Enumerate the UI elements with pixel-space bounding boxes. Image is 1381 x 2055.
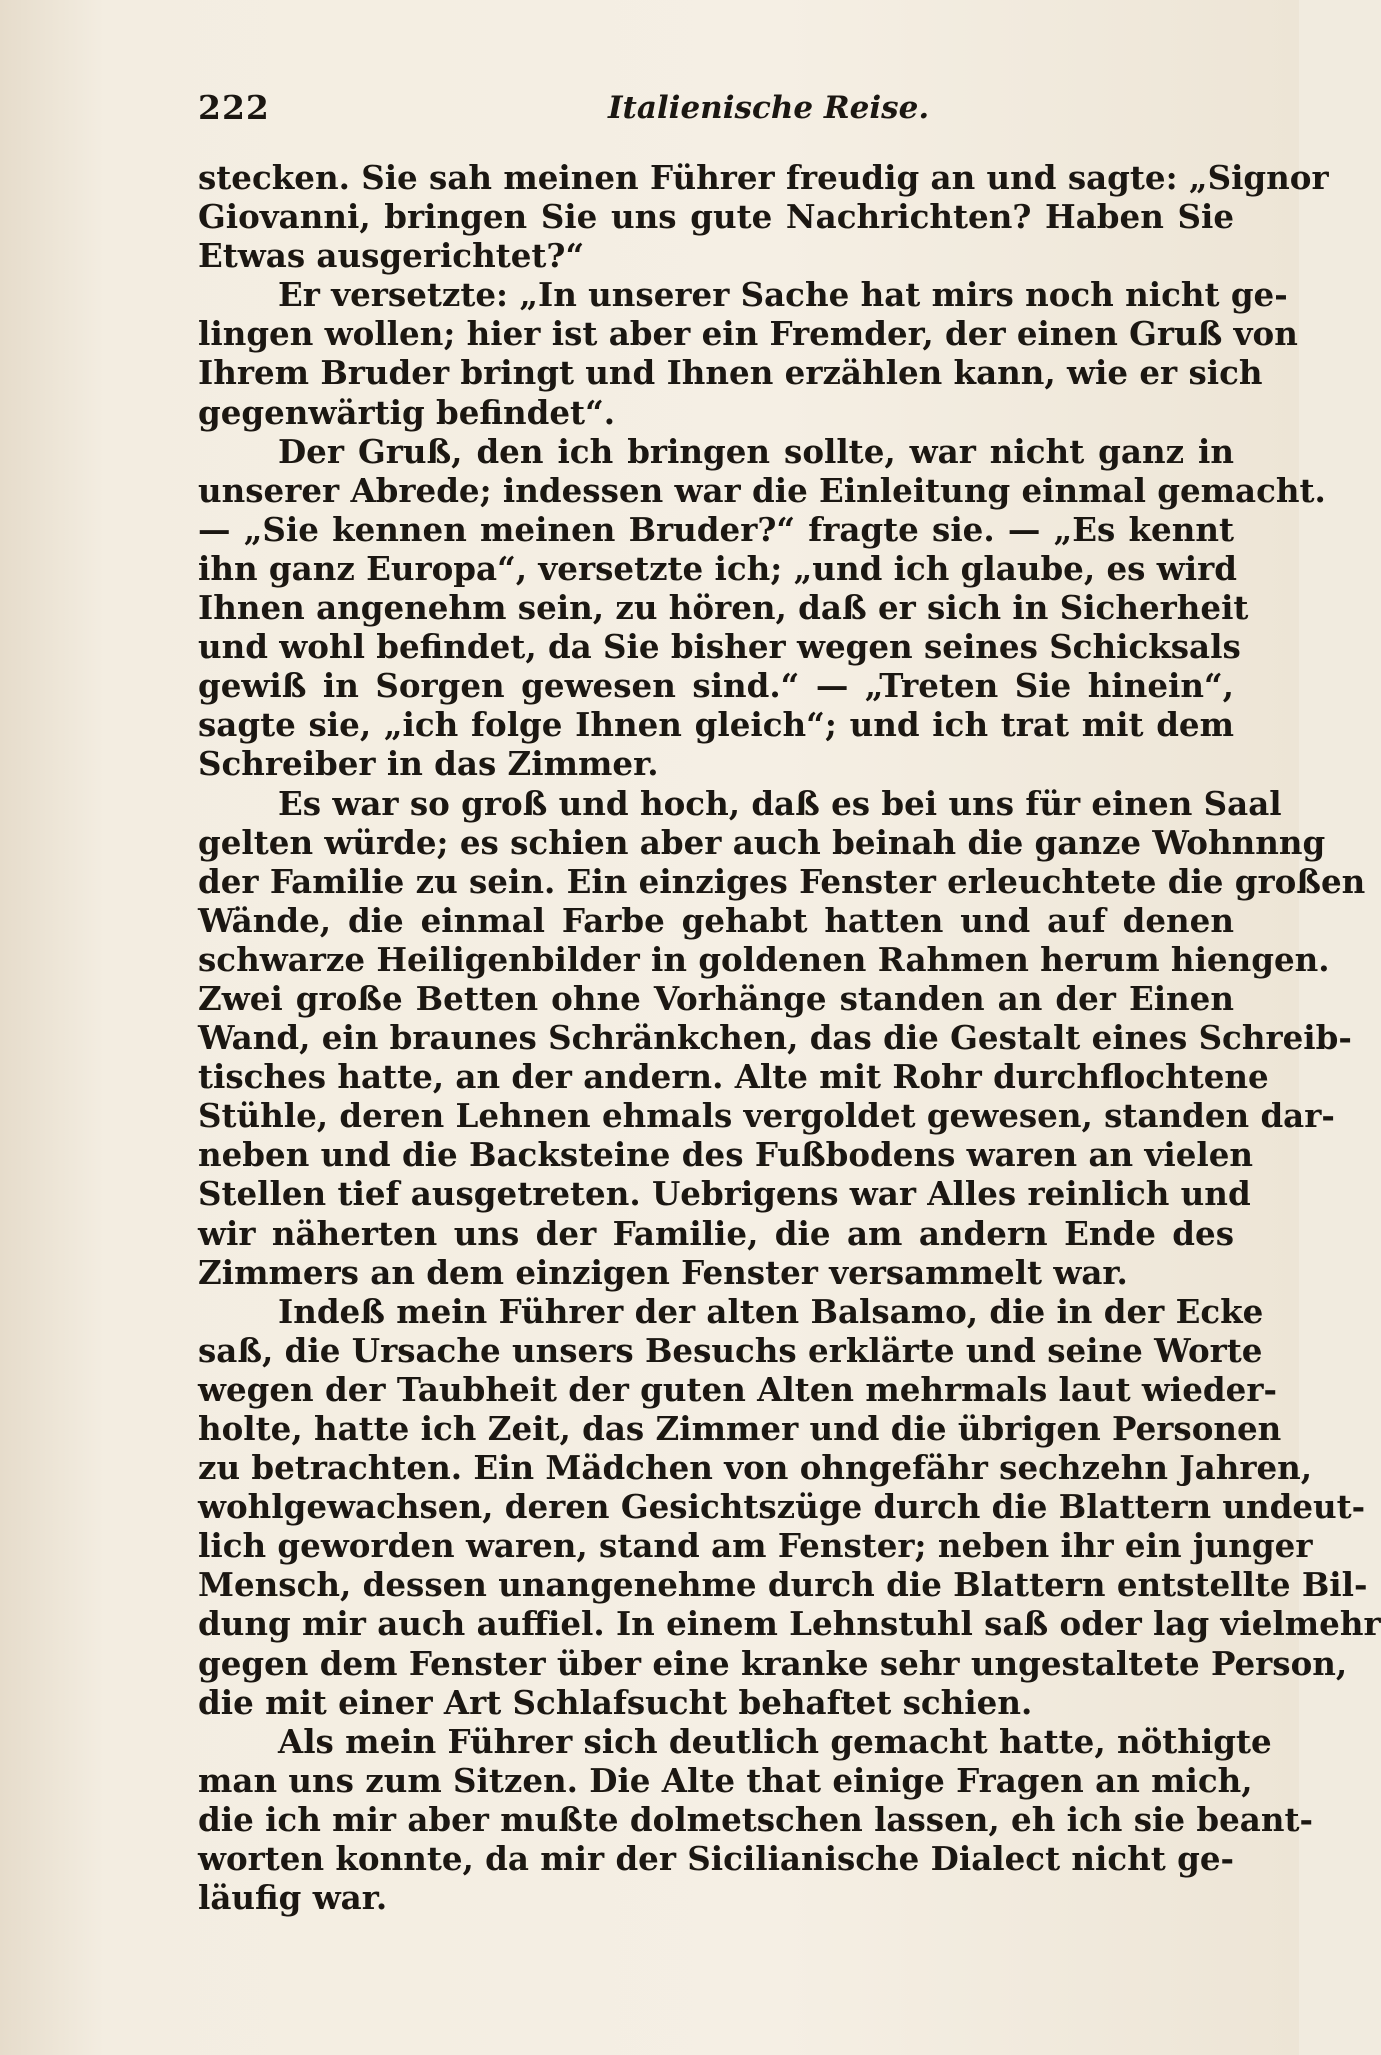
text-line: Wand, ein braunes Schränkchen, das die Gestalt eines Schreib- [198,1018,1352,1058]
text-line: tisches hatte, an der andern. Alte mit Rohr durchflochtene [198,1057,1269,1097]
text-line: zu betrachten. Ein Mädchen von ohngefähr sechzehn Jahren, [198,1448,1313,1488]
text-line: worten konnte, da mir der Sicilianische Dialect nicht ge- [198,1839,1235,1879]
text-line: gegen dem Fenster über eine kranke sehr ungestaltete Person, [198,1643,1348,1683]
text-line: neben und die Backsteine des Fußbodens waren an vielen [198,1135,1254,1175]
running-title: Italienische Reise. [608,90,930,126]
text-line: läufig war. [198,1878,388,1918]
text-line: und wohl befindet, da Sie bisher wegen seines Schicksals [198,627,1241,667]
text-line: wegen der Taubheit der guten Alten mehrmals laut wieder- [198,1369,1277,1409]
text-line: lingen wollen; hier ist aber ein Fremder, der einen Gruß von [198,314,1298,354]
text-line: man uns zum Sitzen. Die Alte that einige Fragen an mich, [198,1760,1253,1800]
text-line: gegenwärtig befindet“. [198,392,616,432]
text-line: saß, die Ursache unsers Besuchs erklärte und seine Worte [198,1330,1263,1370]
text-line: Etwas ausgerichtet?“ [198,236,585,276]
text-line: wohlgewachsen, deren Gesichtszüge durch die Blattern undeut- [198,1487,1366,1527]
text-line: Stellen tief ausgetreten. Uebrigens war Alles reinlich und [198,1174,1251,1214]
text-line: holte, hatte ich Zeit, das Zimmer und die übrigen Personen [198,1409,1282,1448]
text-line: Der Gruß, den ich bringen sollte, war nicht ganz in [278,431,1234,471]
text-line: gewiß in Sorgen gewesen sind.“ — „Treten Sie hinein“, [198,666,1234,706]
text-line: Schreiber in das Zimmer. [198,744,659,784]
text-line: Indeß mein Führer der alten Balsamo, die in der Ecke [278,1291,1264,1331]
text-line: Stühle, deren Lehnen ehmals vergoldet gewesen, standen dar- [198,1096,1335,1136]
text-line: Als mein Führer sich deutlich gemacht hatte, nöthigte [278,1721,1272,1761]
text-line: der Familie zu sein. Ein einziges Fenster erleuchtete die großen [198,861,1366,901]
text-line: lich geworden waren, stand am Fenster; neben ihr ein junger [198,1526,1313,1566]
text-line: Zwei große Betten ohne Vorhänge standen an der Einen [198,978,1234,1018]
text-line: sagte sie, „ich folge Ihnen gleich“; und ich trat mit dem [198,705,1234,745]
text-line: Giovanni, bringen Sie uns gute Nachrichten? Haben Sie [198,197,1234,237]
text-line: gelten würde; es schien aber auch beinah die ganze Wohnnng [198,822,1326,862]
text-line: schwarze Heiligenbilder in goldenen Rahmen herum hiengen. [198,939,1330,979]
text-line: dung mir auch auffiel. In einem Lehnstuhl saß oder lag vielmehr [198,1604,1381,1644]
page-header [198,88,1238,138]
text-line: die ich mir aber mußte dolmetschen lassen, eh ich sie beant- [198,1799,1313,1839]
page-number: 222 [198,88,270,127]
text-line: Ihrem Bruder bringt und Ihnen erzählen kann, wie er sich [198,353,1263,393]
text-line: Ihnen angenehm sein, zu hören, daß er sich in Sicherheit [198,588,1249,628]
text-line: ihn ganz Europa“, versetzte ich; „und ich glaube, es wird [198,548,1237,588]
text-line: unserer Abrede; indessen war die Einleitung einmal gemacht. [198,470,1326,510]
text-line: Er versetzte: „In unserer Sache hat mirs noch nicht ge- [278,275,1288,315]
text-line: — „Sie kennen meinen Bruder?“ fragte sie. — „Es kennt [198,509,1234,549]
text-line: stecken. Sie sah meinen Führer freudig an und sagte: „Signor [198,158,1329,197]
body-text [198,158,1381,1918]
text-line: wir näherten uns der Familie, die am andern Ende des [198,1213,1234,1253]
text-line: Es war so groß und hoch, daß es bei uns für einen Saal [278,783,1282,823]
text-line: Zimmers an dem einzigen Fenster versammelt war. [198,1252,1128,1292]
text-line: Mensch, dessen unangenehme durch die Blattern entstellte Bil- [198,1565,1368,1605]
text-line: die mit einer Art Schlafsucht behaftet schien. [198,1682,1033,1722]
text-line: Wände, die einmal Farbe gehabt hatten und auf denen [198,900,1234,940]
